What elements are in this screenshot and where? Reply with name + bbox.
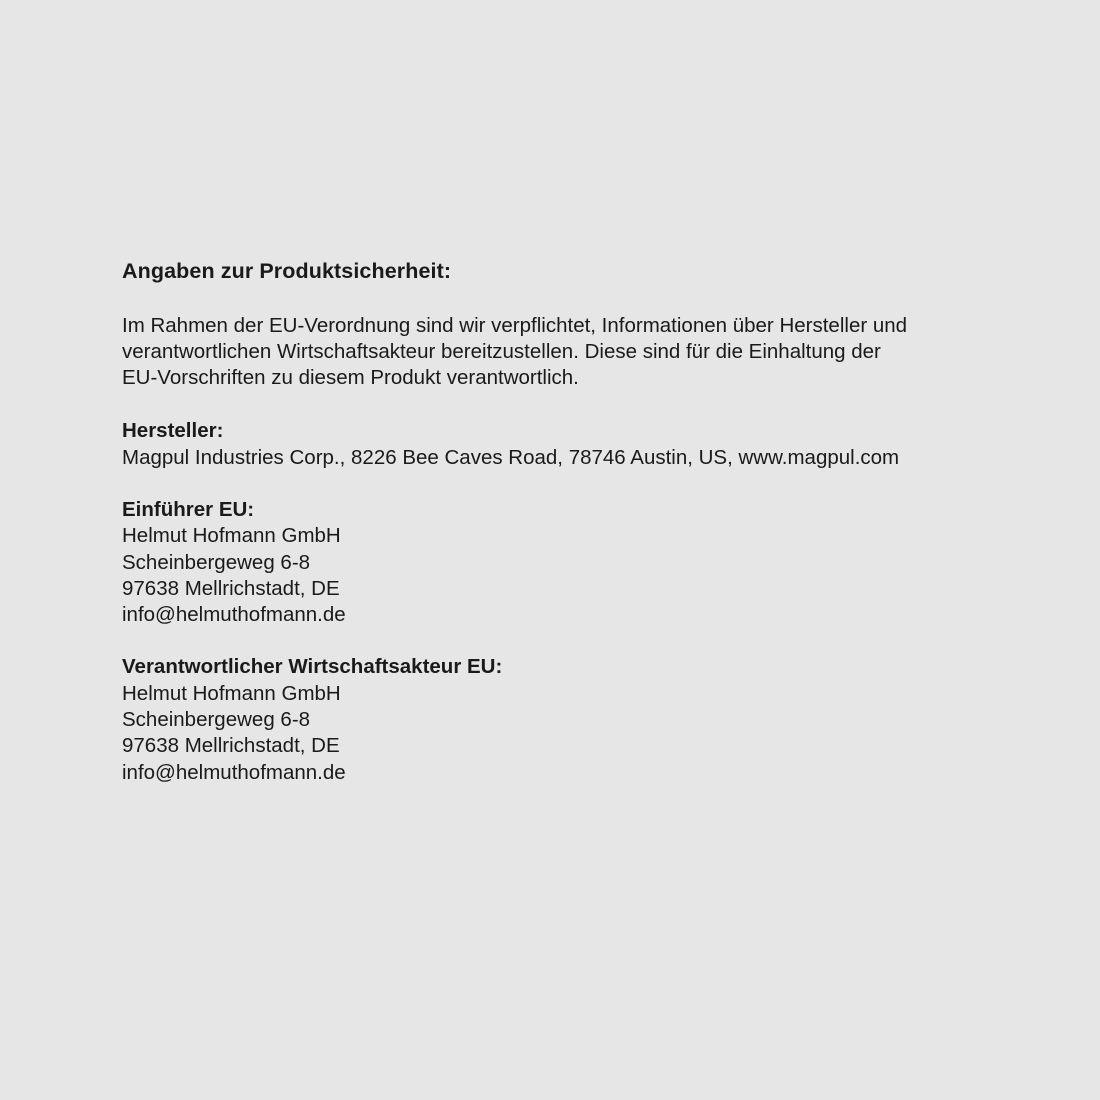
manufacturer-address-line: Magpul Industries Corp., 8226 Bee Caves Road, 78746 Austin, US, www.magpul.com [122, 445, 900, 469]
operator-company-line: Helmut Hofmann GmbH [122, 681, 341, 705]
importer-eu-section [122, 497, 1002, 628]
importer-city-line: 97638 Mellrichstadt, DE [122, 576, 340, 600]
product-safety-info-block [122, 258, 1002, 812]
intro-line: EU-Vorschriften zu diesem Produkt verantwortlich. [122, 366, 579, 390]
importer-email-line: info@helmuthofmann.de [122, 603, 346, 627]
importer-street-line: Scheinbergeweg 6-8 [122, 550, 311, 574]
operator-city-line: 97638 Mellrichstadt, DE [122, 734, 340, 758]
manufacturer-section [122, 418, 1002, 471]
responsible-economic-operator-section [122, 654, 1002, 785]
operator-email-line: info@helmuthofmann.de [122, 760, 346, 784]
intro-line: verantwortlichen Wirtschaftsakteur bereitzustellen. Diese sind für die Einhaltung der [122, 339, 881, 363]
page-title: Angaben zur Produktsicherheit: [122, 259, 452, 283]
intro-paragraph [122, 313, 1002, 392]
intro-line: Im Rahmen der EU-Verordnung sind wir verpflichtet, Informationen über Hersteller und [122, 313, 908, 337]
responsible-economic-operator-label: Verantwortlicher Wirtschaftsakteur EU: [122, 655, 503, 679]
manufacturer-label: Hersteller: [122, 419, 224, 443]
importer-company-line: Helmut Hofmann GmbH [122, 524, 341, 548]
operator-street-line: Scheinbergeweg 6-8 [122, 708, 311, 732]
importer-eu-label: Einführer EU: [122, 497, 255, 521]
